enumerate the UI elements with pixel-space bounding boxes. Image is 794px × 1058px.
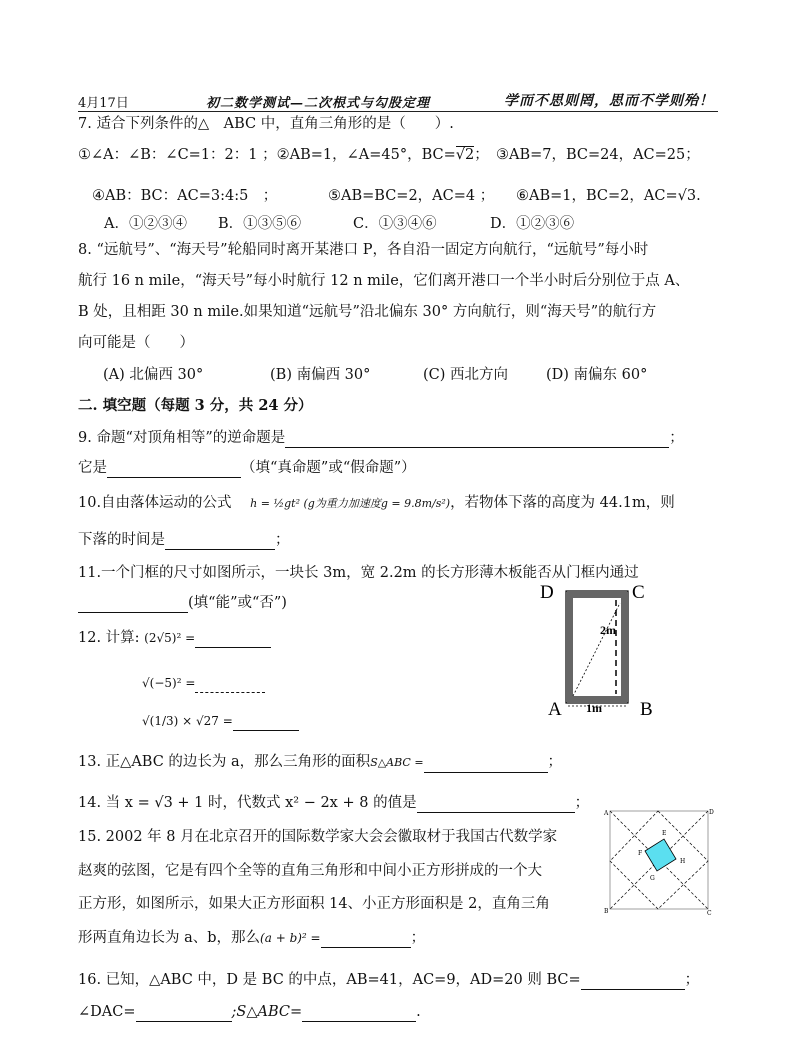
q10-answer-blank[interactable]	[165, 533, 275, 550]
q11-answer-blank[interactable]	[78, 596, 188, 613]
q8-line3: B 处，且相距 30 n mile.如果知道“远航号”沿北偏东 30° 方向航行，则“海天号”的航行方	[78, 304, 657, 320]
q7-option-d: D．①②③⑥	[490, 216, 575, 232]
q14-line: 14. 当 x = √3 + 1 时，代数式 x² − 2x + 8 的值是 ；	[78, 795, 590, 811]
q15-answer-blank[interactable]	[321, 931, 411, 948]
zhao-label-f: F	[638, 850, 643, 857]
zhao-label-h: H	[680, 858, 686, 865]
q8-option-c: (C) 西北方向	[423, 367, 509, 383]
page-header	[78, 90, 718, 112]
q8-line2: 航行 16 n mile，“海天号”每小时航行 12 n mile，它们离开港口一个半小时后分别位于点 A、	[78, 273, 690, 289]
q14-answer-blank[interactable]	[417, 796, 575, 813]
q8-option-d: (D) 南偏东 60°	[546, 367, 648, 383]
q8-line1: 8. “远航号”、“海天号”轮船同时离开某港口 P，各自沿一固定方向航行，“远航号”每小时	[78, 242, 649, 258]
q16-answer-blank-3[interactable]	[302, 1005, 416, 1022]
q10-line2: 下落的时间是 ；	[78, 532, 290, 548]
q12-line2: √(−5)² =	[142, 673, 265, 693]
zhao-label-e: E	[662, 830, 667, 837]
section-fill-in-title: 二. 填空题（每题 3 分，共 24 分）	[78, 397, 313, 414]
q10-line1: 10.自由落体运动的公式 h = ½gt² (g为重力加速度g = 9.8m/s²)，若物体下落的高度为 44.1m，则	[78, 495, 675, 511]
q16-answer-blank-2[interactable]	[136, 1005, 232, 1022]
door-label-b: B	[640, 699, 653, 720]
q16-line1: 16. 已知，△ABC 中，D 是 BC 的中点，AB=41，AC=9，AD=20 则 BC= ；	[78, 972, 700, 988]
q7-conditions-2b: ⑤AB=BC=2，AC=4 ；	[328, 188, 495, 204]
q7-conditions-1: ①∠A：∠B：∠C=1：2：1 ；②AB=1，∠A=45°，BC=√2； ③AB=7，BC=24，AC=25；	[78, 147, 700, 163]
door-label-c: C	[632, 582, 645, 603]
zhao-label-a: A	[604, 810, 609, 817]
q13-line: 13. 正△ABC 的边长为 a，那么三角形的面积S△ABC = ；	[78, 752, 562, 773]
header-title: 初二数学测试—二次根式与勾股定理	[206, 96, 431, 111]
q7-option-a: A．①②③④	[104, 216, 187, 232]
q7-option-c: C．①③④⑥	[353, 216, 437, 232]
q12-answer-blank-3[interactable]	[233, 714, 299, 731]
q7-conditions-2a: ④AB：BC：AC=3:4:5 ；	[92, 188, 278, 204]
door-label-a: A	[548, 699, 562, 720]
door-width-label: 1m	[586, 701, 602, 715]
q13-answer-blank[interactable]	[424, 756, 548, 773]
q8-option-b: (B) 南偏西 30°	[270, 367, 371, 383]
q12-line3: √(1/3) × √27 =	[142, 711, 299, 731]
q9-answer-blank-2[interactable]	[107, 461, 241, 478]
q15-line4: 形两直角边长为 a、b，那么(a + b)² = ；	[78, 930, 426, 946]
q7-option-b: B．①③⑤⑥	[218, 216, 302, 232]
q16-line2: ∠DAC= ;S△ABC= .	[78, 1004, 421, 1020]
q15-line3: 正方形，如图所示，如果大正方形面积 14、小正方形面积是 2，直角三角	[78, 896, 550, 912]
zhao-label-b: B	[604, 908, 609, 915]
header-date: 4月17日	[78, 96, 129, 111]
zhao-inner-square	[645, 839, 676, 871]
q15-line1: 15. 2002 年 8 月在北京召开的国际数学家大会会徽取材于我国古代数学家	[78, 829, 558, 845]
q12-answer-blank-2[interactable]	[195, 676, 265, 693]
q11-line2: (填“能”或“否”)	[78, 593, 287, 613]
q11-line1: 11.一个门框的尺寸如图所示，一块长 3m，宽 2.2m 的长方形薄木板能否从门框内通过	[78, 565, 639, 581]
door-label-d: D	[540, 582, 554, 603]
door-height-label: 2m	[600, 623, 616, 637]
zhao-label-d: D	[709, 809, 714, 816]
q12-line1: 12. 计算: (2√5)² =	[78, 628, 271, 648]
q9-line2: 它是 （填“真命题”或“假命题”）	[78, 460, 416, 476]
q9-answer-blank-1[interactable]	[285, 431, 669, 448]
q9-line1: 9. 命题“对顶角相等”的逆命题是 ；	[78, 430, 684, 446]
zhao-label-g: G	[650, 875, 655, 882]
q12-answer-blank-1[interactable]	[195, 631, 271, 648]
header-motto: 学而不思则罔，思而不学则殆！	[504, 93, 714, 109]
zhao-label-c: C	[707, 910, 712, 917]
q7-stem: 7. 适合下列条件的△ ABC 中，直角三角形的是（ ）.	[78, 116, 454, 132]
header-rule	[78, 111, 718, 112]
zhao-shuang-diagram	[602, 805, 718, 919]
q10-formula: h = ½gt² (g为重力加速度g = 9.8m/s²)	[250, 497, 451, 510]
q8-line4: 向可能是（ ）	[78, 335, 194, 351]
door-frame-figure	[536, 578, 666, 720]
q8-option-a: (A) 北偏西 30°	[103, 367, 204, 383]
q16-answer-blank-1[interactable]	[581, 973, 685, 990]
q7-conditions-2c: ⑥AB=1，BC=2，AC=√3.	[516, 188, 701, 204]
q15-line2: 赵爽的弦图，它是有四个全等的直角三角形和中间小正方形拼成的一个大	[78, 863, 542, 879]
